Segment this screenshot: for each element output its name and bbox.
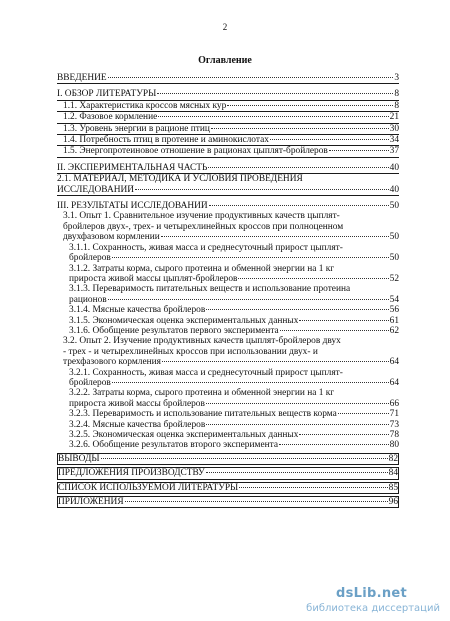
toc-entry[interactable] [57, 453, 399, 465]
toc-page-number: 21 [389, 112, 399, 123]
toc-page-number: 85 [388, 482, 398, 493]
toc-entry[interactable] [57, 326, 399, 336]
toc-entry-text: бройлеров [69, 377, 111, 388]
toc-entry[interactable] [57, 420, 399, 430]
toc-entry-text: прироста живой массы бройлеров [69, 398, 205, 409]
toc-entry-text: 1.2. Фазовое кормление [63, 112, 158, 123]
toc-entry[interactable] [57, 243, 399, 264]
toc-page-number: 73 [389, 419, 399, 430]
dot-leader [157, 93, 393, 94]
toc-entry-text: 3.2.2. Затраты корма, сырого протеина и обменной энергии на 1 кг [69, 388, 335, 399]
dot-leader [158, 116, 388, 117]
toc-page-number: 96 [388, 497, 398, 508]
toc-title: Оглавление [198, 55, 252, 66]
toc-entry[interactable] [57, 135, 399, 146]
toc-entry-text: 3.1.6. Обобщение результатов первого эксперимента [69, 325, 279, 336]
toc-page-number: 64 [389, 357, 399, 368]
toc-entry-text: 3.2.3. Переваримость и использование питательных веществ корма [69, 409, 337, 420]
dot-leader [206, 309, 388, 310]
toc-entry[interactable] [57, 467, 399, 479]
toc-entry-text: 3.1.3. Переваримость питательных веществ и использование протеина [69, 284, 351, 295]
dot-leader [206, 424, 388, 425]
toc-entry-text: 2.1. МАТЕРИАЛ, МЕТОДИКА И УСЛОВИЯ ПРОВЕДЕНИЯ [57, 174, 303, 185]
dot-leader [108, 77, 394, 78]
dot-leader [227, 105, 393, 106]
toc-entry-text: - трех - и четырехлинейных кроссов при использовании двух- и [63, 346, 318, 357]
toc-page-number: 71 [389, 409, 399, 420]
toc-entry-text: 1.1. Характеристика кроссов мясных кур [63, 100, 227, 111]
toc-entry[interactable] [57, 146, 399, 157]
table-of-contents [57, 73, 399, 508]
dot-leader [206, 403, 389, 404]
toc-entry[interactable] [57, 174, 399, 196]
toc-page-number: 50 [389, 253, 399, 264]
toc-page-number: 54 [389, 294, 399, 305]
toc-entry-text: ВЫВОДЫ [58, 453, 100, 464]
dot-leader [209, 205, 389, 206]
toc-page-number: 34 [389, 135, 399, 146]
dot-leader [238, 278, 388, 279]
toc-entry-text: 3.2.4. Мясные качества бройлеров [69, 419, 206, 430]
toc-entry-text: ВВЕДЕНИЕ [57, 73, 107, 83]
toc-entry-text: трехфазового кормления [63, 357, 161, 368]
toc-entry-text: III. РЕЗУЛЬТАТЫ ИССЛЕДОВАНИЙ [57, 201, 208, 212]
dot-leader [239, 487, 387, 488]
dot-leader [206, 472, 388, 473]
toc-entry-text: ПРИЛОЖЕНИЯ [58, 497, 124, 508]
dot-leader [108, 299, 389, 300]
toc-entry-text: 3.2.6. Обобщение результатов второго эксперимента [69, 440, 278, 451]
toc-entry-text: рационов [69, 294, 107, 305]
toc-entry-text: ПРЕДЛОЖЕНИЯ ПРОИЗВОДСТВУ [58, 468, 205, 479]
toc-entry-text: I. ОБЗОР ЛИТЕРАТУРЫ [57, 89, 157, 100]
toc-entry-text: 3.2.5. Экономическая оценка экспериментальных данных [69, 430, 299, 440]
toc-entry[interactable] [57, 336, 399, 367]
toc-entry[interactable] [57, 284, 399, 305]
toc-entry-text: 3.1.4. Мясные качества бройлеров [69, 305, 206, 316]
dot-leader [338, 413, 389, 414]
page-number: 2 [222, 22, 228, 32]
toc-entry[interactable] [57, 201, 399, 211]
toc-entry-text: 3.1. Опыт 1. Сравнительное изучение продуктивных качеств цыплят- [63, 211, 340, 222]
toc-page-number: 50 [389, 232, 399, 243]
toc-entry[interactable] [57, 409, 399, 419]
toc-entry-text: 1.3. Уровень энергии в рационе птиц [63, 123, 210, 134]
toc-page-number: 82 [388, 453, 398, 464]
toc-entry[interactable] [57, 211, 399, 242]
toc-page-number: 84 [388, 468, 398, 479]
toc-page-number: 3 [394, 73, 399, 83]
toc-entry-text: 3.2. Опыт 2. Изучение продуктивных качеств цыплят-бройлеров двух [63, 336, 341, 347]
toc-page-number: 66 [389, 398, 399, 409]
toc-page-number: 78 [389, 430, 399, 440]
toc-page-number: 62 [389, 325, 399, 336]
dot-leader [329, 150, 389, 151]
toc-entry-text: 3.1.2. Затраты корма, сырого протеина и обменной энергии на 1 кг [69, 263, 335, 274]
dot-leader [270, 139, 389, 140]
dot-leader [112, 257, 389, 258]
toc-page-number: 50 [389, 201, 399, 212]
toc-page-number: 8 [394, 89, 399, 100]
toc-entry-text: II. ЭКСПЕРИМЕНТАЛЬНАЯ ЧАСТЬ [57, 162, 208, 173]
dot-leader [112, 382, 389, 383]
toc-page-number: 52 [389, 273, 399, 284]
dot-leader [211, 128, 389, 129]
toc-page-number: 37 [389, 146, 399, 157]
dot-leader [101, 458, 388, 459]
toc-entry[interactable] [57, 264, 399, 285]
dot-leader [125, 501, 388, 502]
toc-entry[interactable] [57, 440, 399, 450]
toc-entry-text: 3.1.1. Сохранность, живая масса и среднесуточный прирост цыплят- [69, 242, 343, 253]
toc-entry[interactable] [57, 316, 399, 326]
toc-page-number: 8 [394, 100, 399, 111]
toc-entry-text: двухфазовом кормлении [63, 232, 160, 243]
toc-entry-text: ИССЛЕДОВАНИЙ [57, 184, 135, 195]
toc-entry[interactable] [57, 388, 399, 409]
toc-entry[interactable] [57, 482, 399, 494]
toc-page-number: 61 [389, 315, 399, 326]
dot-leader [161, 236, 389, 237]
toc-entry-text: прироста живой массы цыплят-бройлеров [69, 273, 238, 284]
toc-page-number: 64 [389, 377, 399, 388]
toc-entry[interactable] [57, 305, 399, 315]
toc-page-number: 56 [389, 305, 399, 316]
toc-entry[interactable] [57, 430, 399, 440]
toc-entry-text: бройлеров [69, 253, 111, 264]
toc-page-number: 40 [389, 162, 399, 173]
toc-entry[interactable] [57, 124, 399, 135]
dot-leader [162, 361, 389, 362]
toc-entry-text: 1.5. Энергопротеиновое отношение в рационах цыплят-бройлеров [63, 146, 328, 157]
toc-entry-text: 3.1.5. Экономическая оценка экспериментальных данных [69, 315, 299, 326]
dot-leader [279, 444, 389, 445]
toc-entry[interactable] [57, 89, 399, 100]
toc-entry-text: бройлеров двух-, трех- и четырехлинейных кроссов при полноценном [63, 221, 344, 232]
toc-entry[interactable] [57, 101, 399, 112]
toc-page-number: 40 [389, 184, 399, 195]
toc-entry[interactable] [57, 73, 399, 84]
toc-page-number: 80 [389, 440, 399, 451]
toc-entry[interactable] [57, 163, 399, 174]
watermark-logo: dsLib.net [336, 586, 408, 601]
toc-entry[interactable] [57, 112, 399, 123]
toc-entry-text: 1.4. Потребность птиц в протеине и аминокислотах [63, 135, 269, 146]
dot-leader [135, 189, 389, 190]
toc-entry[interactable] [57, 496, 399, 508]
toc-entry-text: СПИСОК ИСПОЛЬЗУЕМОЙ ЛИТЕРАТУРЫ [58, 482, 239, 493]
toc-entry[interactable] [57, 368, 399, 389]
dot-leader [299, 320, 388, 321]
dot-leader [280, 330, 389, 331]
dot-leader [299, 434, 388, 435]
toc-entry-text: 3.2.1. Сохранность, живая масса и среднесуточный прирост цыплят- [69, 367, 343, 378]
dot-leader [208, 167, 388, 168]
toc-page-number: 30 [389, 123, 399, 134]
watermark-subtitle: библиотека диссертаций [306, 603, 440, 614]
